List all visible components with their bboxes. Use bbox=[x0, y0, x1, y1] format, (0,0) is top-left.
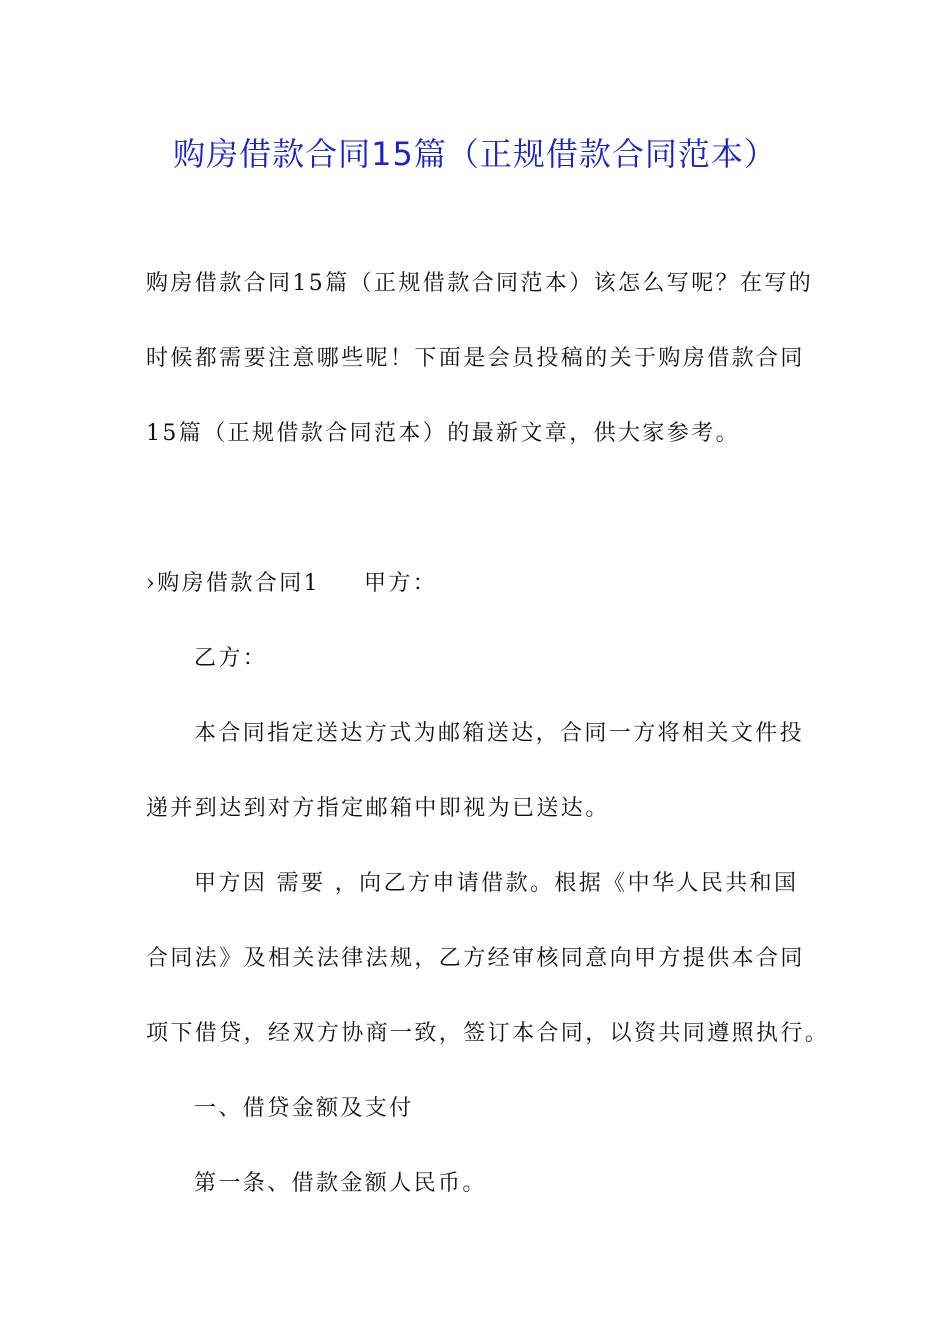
intro-line-1: 购房借款合同15篇（正规借款合同范本）该怎么写呢？在写的 bbox=[146, 271, 814, 296]
body-line-5: 项下借贷，经双方协商一致，签订本合同，以资共同遵照执行。 bbox=[146, 1021, 830, 1046]
party-b-label: 乙方： bbox=[194, 646, 268, 671]
body-line-3: 甲方因 需要 ，向乙方申请借款。根据《中华人民共和国 bbox=[194, 871, 799, 896]
body-line-1: 本合同指定送达方式为邮箱送达，合同一方将相关文件投 bbox=[194, 721, 805, 746]
clause-article-1: 第一条、借款金额人民币。 bbox=[194, 1171, 487, 1196]
intro-line-3: 15篇（正规借款合同范本）的最新文章，供大家参考。 bbox=[146, 421, 740, 446]
document-title: 购房借款合同15篇（正规借款合同范本） bbox=[173, 135, 777, 173]
clause-heading: 一、借贷金额及支付 bbox=[194, 1096, 414, 1121]
party-a-label: 甲方： bbox=[364, 571, 438, 596]
body-line-2: 递并到达到对方指定邮箱中即视为已送达。 bbox=[146, 796, 610, 821]
body-line-4: 合同法》及相关法律法规，乙方经审核同意向甲方提供本合同 bbox=[146, 946, 805, 971]
section-heading: ›购房借款合同1 bbox=[146, 571, 320, 596]
intro-line-2: 时候都需要注意哪些呢！下面是会员投稿的关于购房借款合同 bbox=[146, 346, 805, 371]
section-heading-row bbox=[146, 566, 808, 602]
